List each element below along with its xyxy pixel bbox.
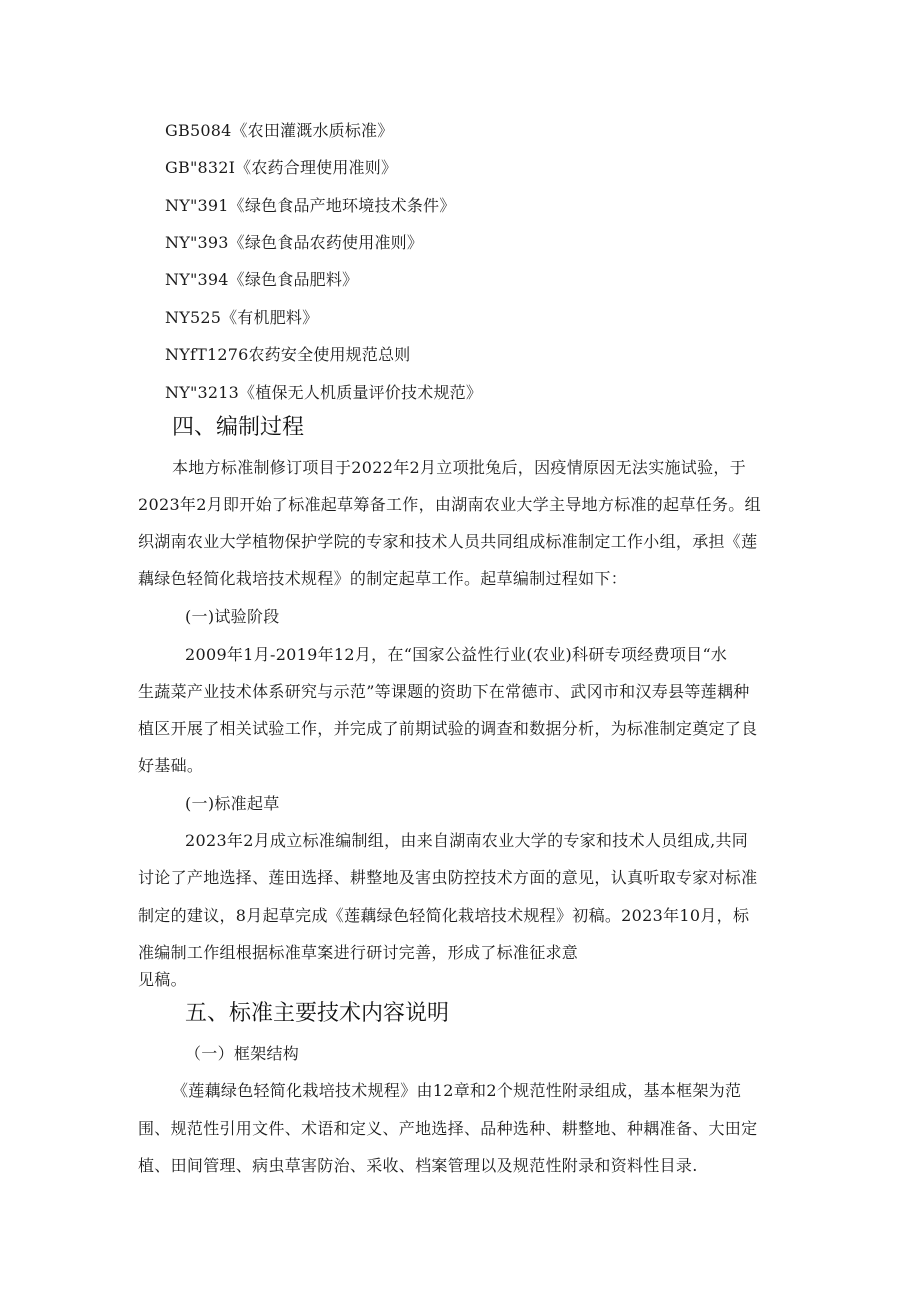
section-heading: 五、标准主要技术内容说明 [185,1001,450,1026]
reference-item: GB5084《农田灌溉水质标准》 [165,121,394,140]
paragraph-line: 好基础。 [138,756,204,775]
paragraph-line: 本地方标准制修订项目于2022年2月立项批兔后，因疫情原因无法实施试验，于 [172,458,746,477]
paragraph-line: 植区开展了相关试验工作，并完成了前期试验的调查和数据分析，为标准制定奠定了良 [138,719,758,738]
paragraph-line: 2023年2月成立标准编制组，由来自湖南农业大学的专家和技术人员组成,共同 [185,831,749,850]
paragraph-line: 2023年2月即开始了标准起草筹备工作，由湖南农业大学主导地方标准的起草任务。组 [138,495,761,514]
reference-item: NYfT1276农药安全使用规范总则 [165,345,411,364]
paragraph-line: 制定的建议，8月起草完成《莲藕绿色轻简化栽培技术规程》初稿。2023年10月，标 [138,906,750,925]
paragraph-line: 讨论了产地选择、莲田选择、耕整地及害虫防控技术方面的意见，认真听取专家对标准 [138,868,758,887]
paragraph-line: 植、田间管理、病虫草害防治、采收、档案管理以及规范性附录和资料性目录. [138,1156,698,1175]
subsection-heading: （一）框架结构 [185,1044,300,1063]
paragraph-line: 准编制工作组根据标准草案进行研讨完善，形成了标准征求意 [138,943,579,962]
paragraph-line: 《莲藕绿色轻简化栽培技术规程》由12章和2个规范性附录组成，基本框架为范 [172,1081,742,1100]
paragraph-line: 织湖南农业大学植物保护学院的专家和技术人员共同组成标准制定工作小组，承担《莲 [138,532,758,551]
reference-item: NY"3213《植保无人机质量评价技术规范》 [165,383,483,402]
paragraph-line: 2009年1月-2019年12月，在“国家公益性行业(农业)科研专项经费项目“水 [185,645,728,664]
reference-item: GB"832I《农药合理使用准则》 [165,158,398,177]
reference-item: NY"393《绿色食品农药使用准则》 [165,233,424,252]
reference-item: NY"394《绿色食品肥料》 [165,270,359,289]
subsection-heading: (一)试验阶段 [185,607,280,626]
reference-item: NY"391《绿色食品产地环境技术条件》 [165,196,456,215]
subsection-heading: (一)标准起草 [185,794,280,813]
reference-item: NY525《有机肥料》 [165,308,319,327]
paragraph-line: 围、规范性引用文件、术语和定义、产地选择、品种选种、耕整地、种耦准备、大田定 [138,1119,758,1138]
paragraph-line: 生蔬菜产业技术体系研究与示范”等课题的资助下在常德市、武冈市和汉寿县等莲耦种 [138,682,750,701]
section-heading: 四、编制过程 [172,415,305,440]
paragraph-line: 见稿。 [138,970,187,989]
paragraph-line: 藕绿色轻简化栽培技术规程》的制定起草工作。起草编制过程如下： [138,569,628,588]
